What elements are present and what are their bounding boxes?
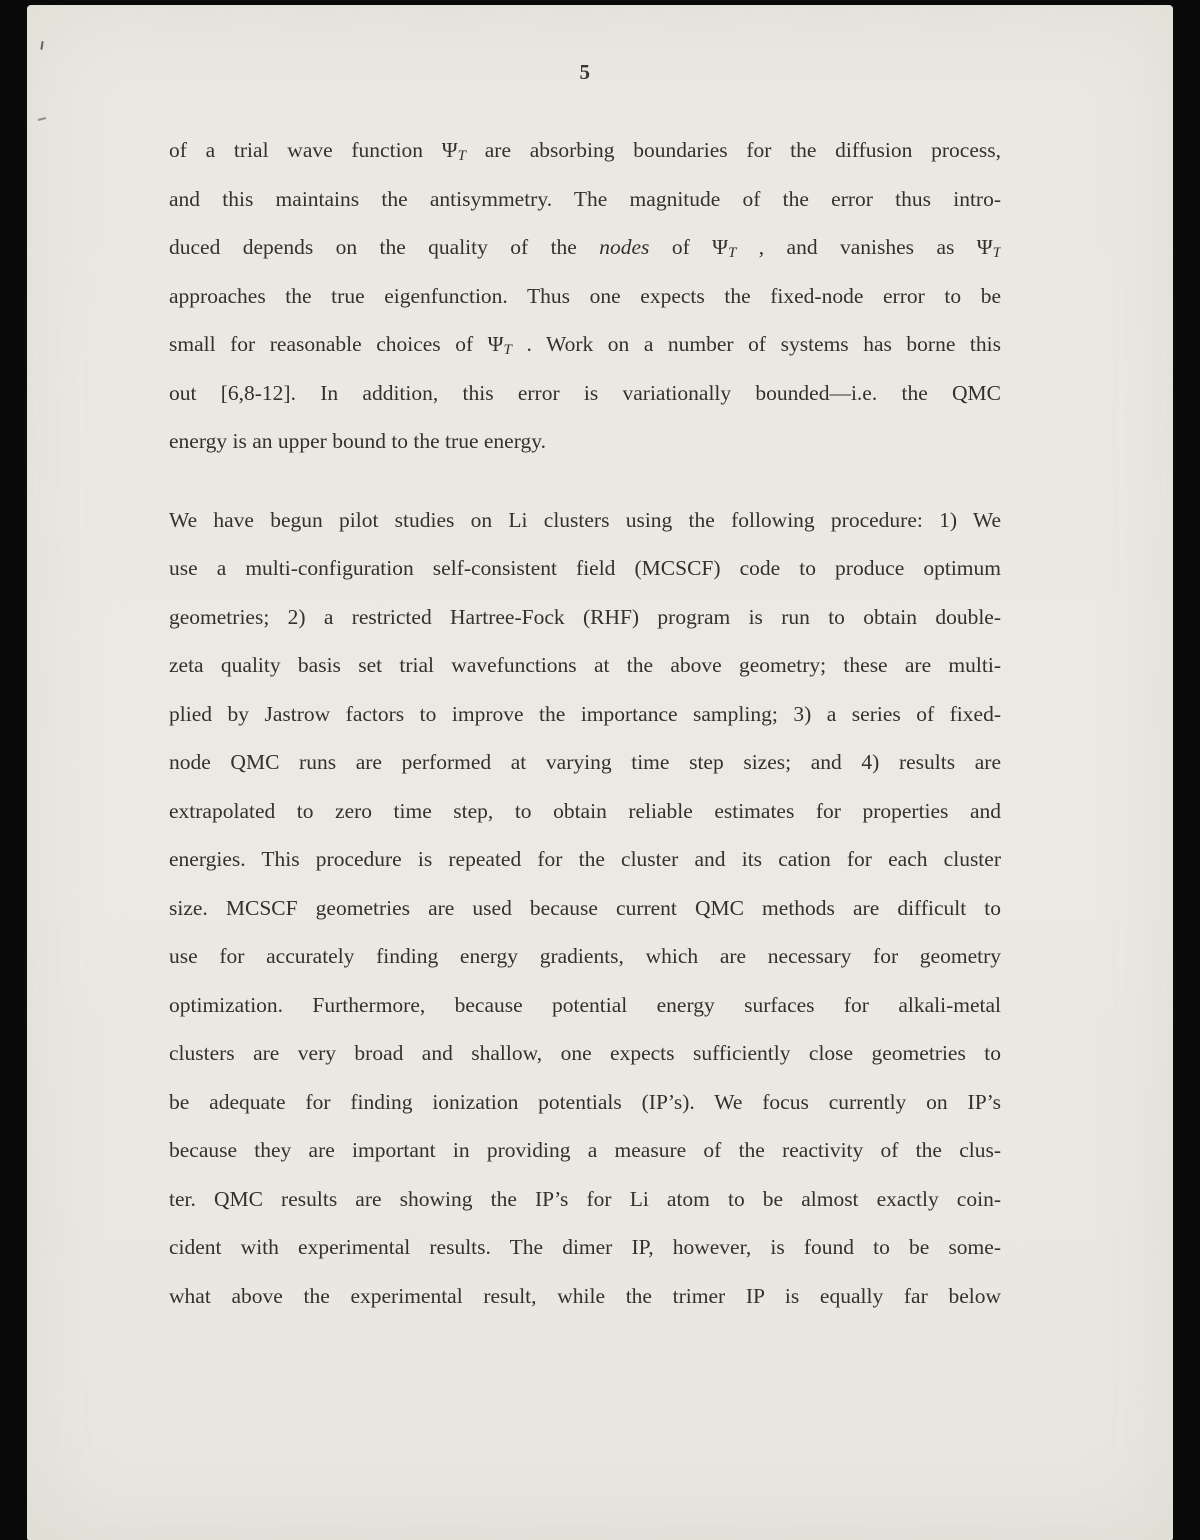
text-line: and this maintains the antisymmetry. The magnitude of the error thus intro-	[169, 186, 1001, 211]
text-line: use a multi-configuration self-consistent field (MCSCF) code to produce optimum	[169, 556, 1001, 580]
paragraph-1	[169, 126, 1001, 466]
text-line	[169, 126, 1001, 175]
math-subscript: T	[457, 148, 467, 164]
text-segment: small for reasonable choices of Ψ	[169, 332, 504, 356]
text-line: use for accurately finding energy gradients, which are necessary for geometry	[169, 944, 1001, 968]
text-segment: . Work on a number of systems has borne this	[511, 332, 1001, 356]
text-line: ter. QMC results are showing the IP’s for Li atom to be almost exactly coin-	[169, 1186, 1001, 1211]
text-line: energy is an upper bound to the true energy.	[169, 429, 546, 453]
text-line: energies. This procedure is repeated for the cluster and its cation for each cluster	[169, 847, 1001, 871]
text-segment: of Ψ	[649, 235, 728, 259]
text-line: because they are important in providing a measure of the reactivity of the clus-	[169, 1138, 1001, 1162]
text-line: out [6,8-12]. In addition, this error is variationally bounded—i.e. the QMC	[169, 380, 1001, 405]
scan-artifact	[40, 41, 43, 50]
text-segment: duced depends on the quality of the	[169, 235, 600, 259]
text-line: We have begun pilot studies on Li clusters using the following procedure: 1) We	[169, 507, 1001, 532]
text-line	[169, 223, 1001, 272]
text-line: extrapolated to zero time step, to obtain reliable estimates for properties and	[169, 798, 1001, 823]
text-line	[169, 320, 1001, 369]
text-segment: are absorbing boundaries for the diffusion process,	[466, 138, 1001, 162]
text-line: geometries; 2) a restricted Hartree-Fock (RHF) program is run to obtain double-	[169, 604, 1001, 629]
text-line: cident with experimental results. The dimer IP, however, is found to be some-	[169, 1235, 1001, 1259]
math-subscript: T	[992, 245, 1001, 261]
text-line: plied by Jastrow factors to improve the importance sampling; 3) a series of fixed-	[169, 701, 1001, 726]
text-line: clusters are very broad and shallow, one expects sufficiently close geometries to	[169, 1041, 1001, 1065]
page-number: 5	[579, 60, 591, 84]
math-subscript: T	[728, 245, 737, 261]
text-line: optimization. Furthermore, because potential energy surfaces for alkali-metal	[169, 992, 1001, 1017]
scanned-page	[27, 5, 1173, 1540]
text-line: node QMC runs are performed at varying time step sizes; and 4) results are	[169, 750, 1001, 774]
page-content	[169, 60, 1001, 1320]
text-line: zeta quality basis set trial wavefunctions at the above geometry; these are multi-	[169, 653, 1001, 677]
scan-artifact	[38, 117, 46, 121]
text-line: be adequate for finding ionization potentials (IP’s). We focus currently on IP’s	[169, 1089, 1001, 1114]
text-segment: , and vanishes as Ψ	[736, 235, 993, 259]
paragraph-2	[169, 496, 1001, 1321]
text-line: size. MCSCF geometries are used because current QMC methods are difficult to	[169, 895, 1001, 920]
text-segment: of a trial wave function Ψ	[169, 138, 458, 162]
text-line: what above the experimental result, while the trimer IP is equally far below	[169, 1283, 1001, 1308]
emphasized-word: nodes	[599, 235, 650, 259]
text-line: approaches the true eigenfunction. Thus one expects the fixed-node error to be	[169, 283, 1001, 308]
math-subscript: T	[503, 342, 512, 358]
